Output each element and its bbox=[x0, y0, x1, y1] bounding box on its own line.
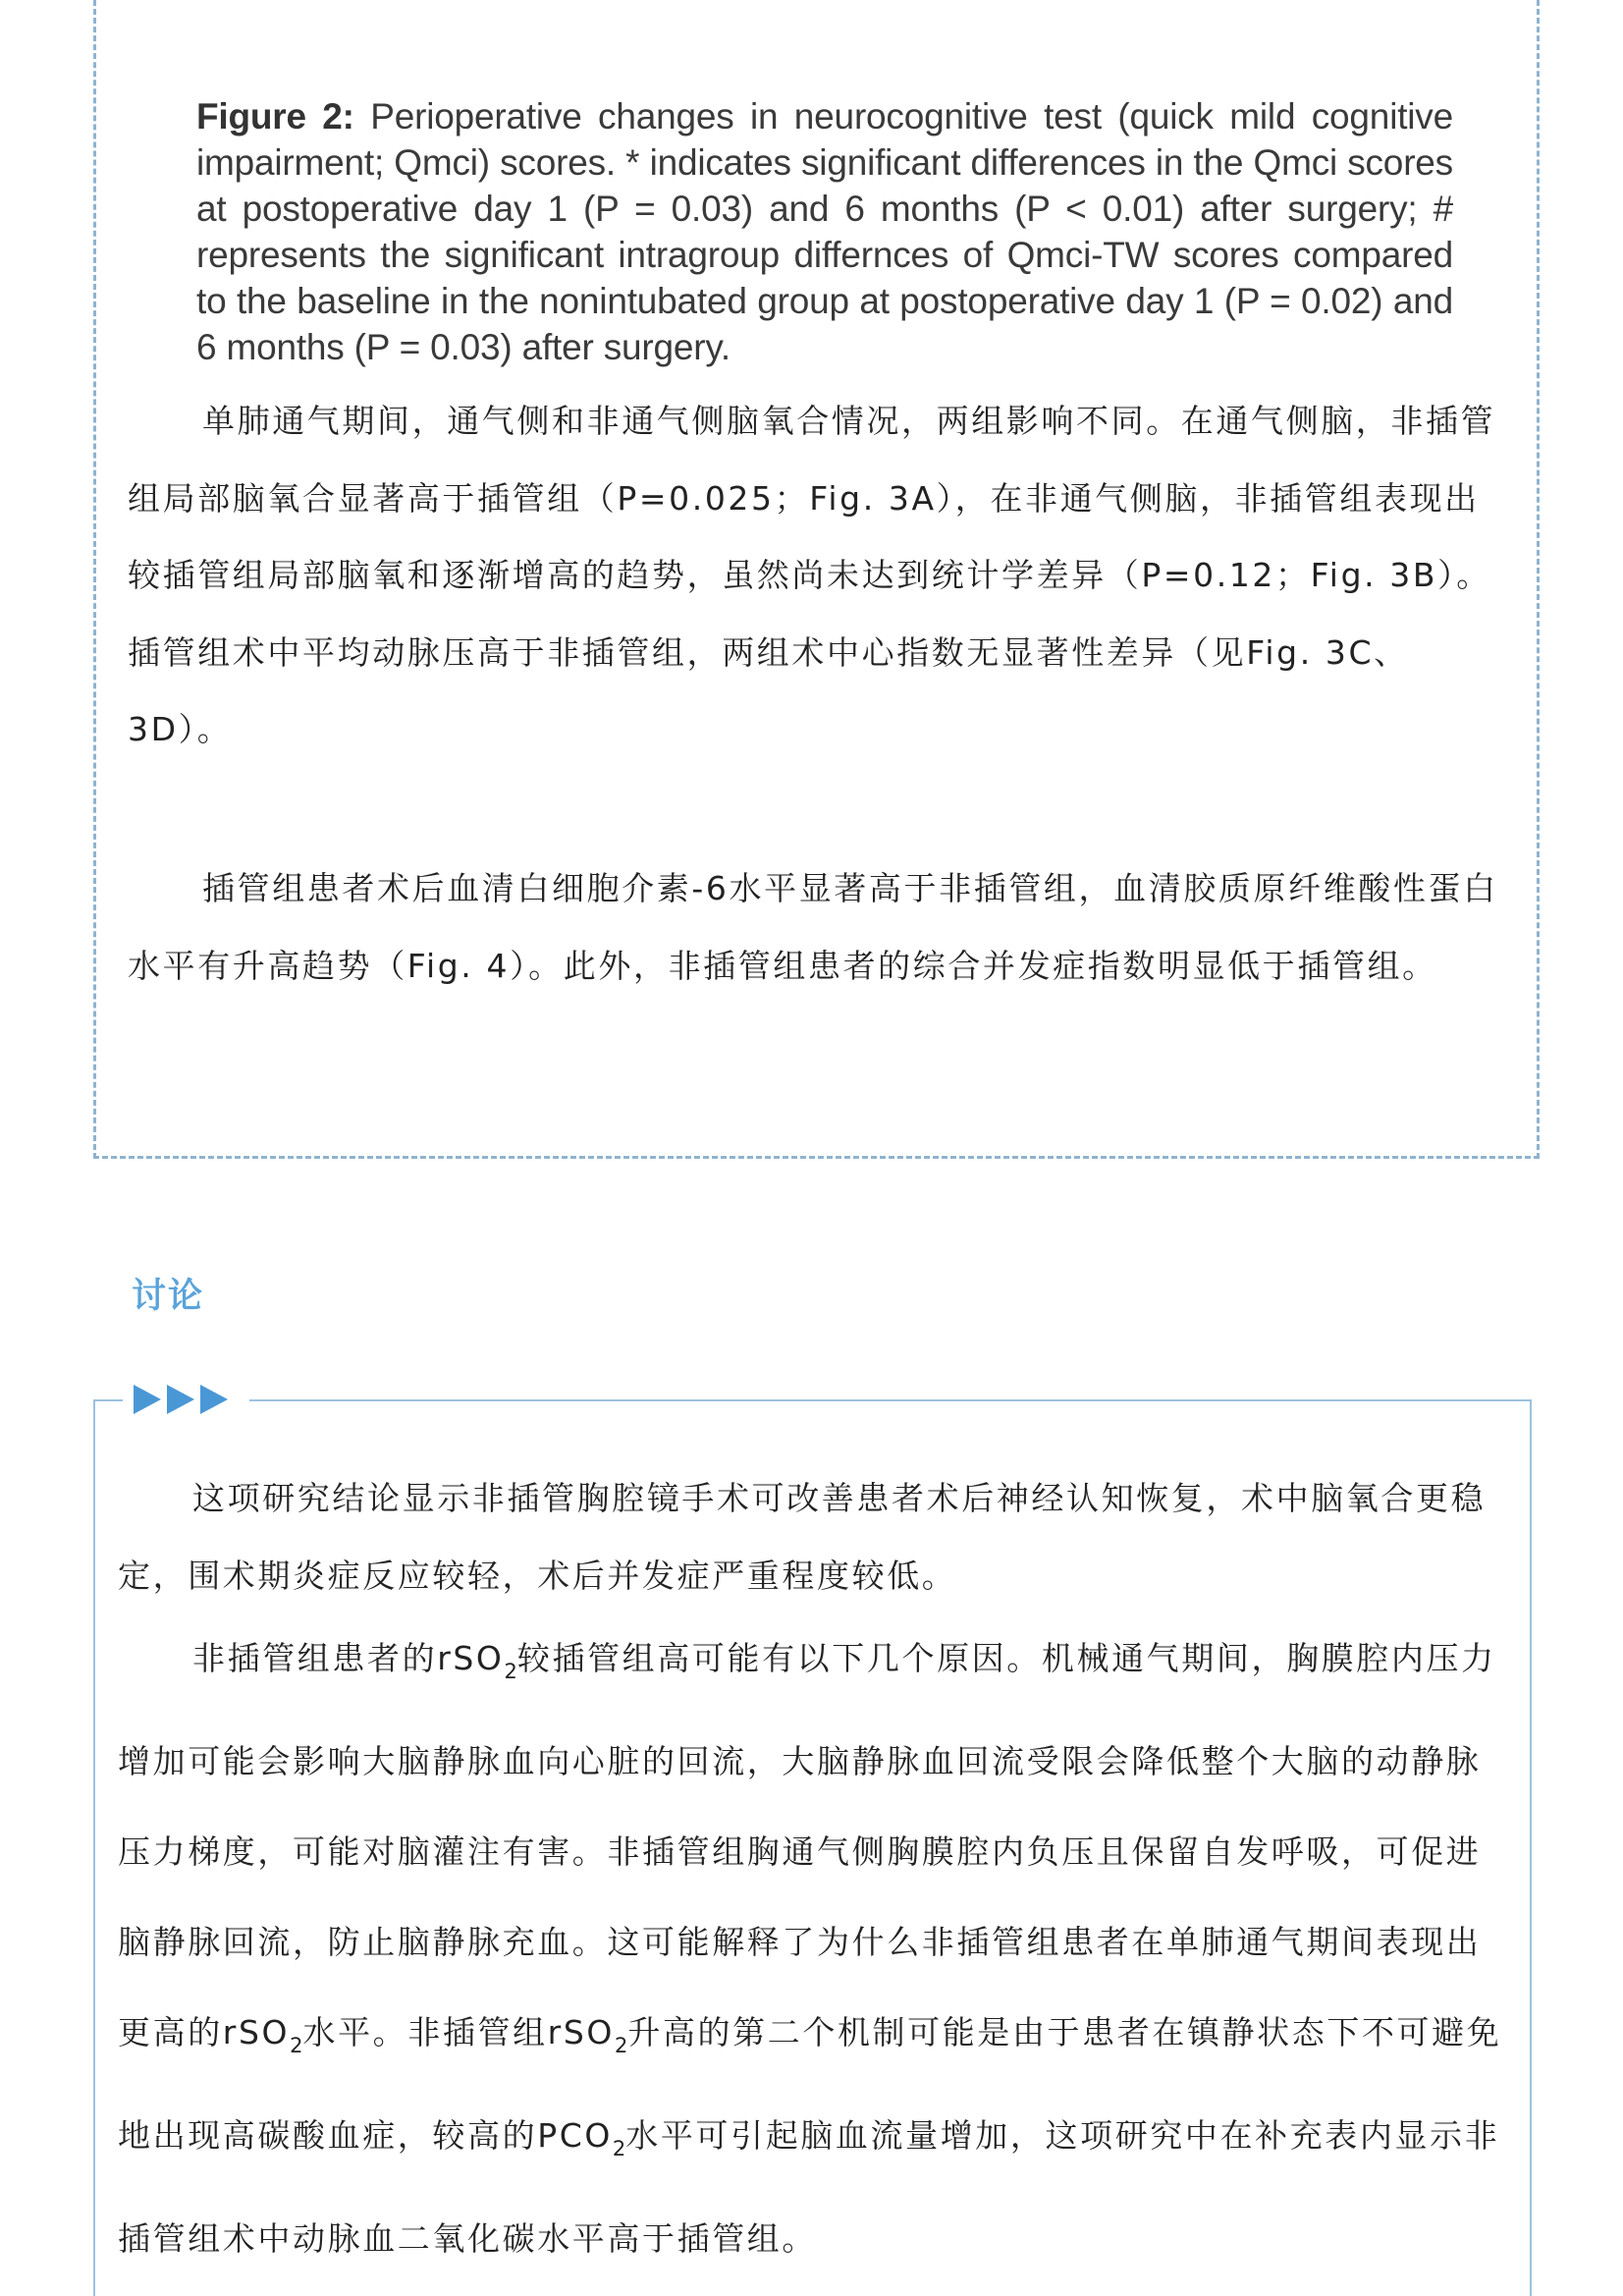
section-heading-discussion: 讨论 bbox=[132, 1277, 205, 1316]
frame-left-border bbox=[93, 1399, 95, 2296]
discussion-text: 水平可引起脑血流量增加，这项研究中在补充表内显示非插管组术中动脉血二氧化碳水平高于插管组。 bbox=[118, 2116, 1500, 2258]
results-paragraph-1: 单肺通气期间，通气侧和非通气侧脑氧合情况，两组影响不同。在通气侧脑，非插管组局部脑氧合显著高于插管组（P=0.025；Fig. 3A），在非通气侧脑，非插管组表现出较插管组局部脑氧和逐渐增高的趋势，虽然尚未达到统计学差异（P=0.12；Fig. 3B）。插管组术中平均动脉压高于非插管组，两组术中心指数无显著性差异（见Fig. 3C、3D）。 bbox=[128, 402, 1496, 748]
play-arrow-icon bbox=[134, 1385, 161, 1414]
figure-caption-text: Perioperative changes in neurocognitive test (quick mild cognitive impairment; Qmci) scores. * indicates significant differences in the Qmci scores at postoperative day 1 (P = 0.03) and 6 months (P < 0.01) after surgery; # represents the significant intragroup differnces of Qmci-TW scores compared to the baseline in the nonintubated group at postoperative day 1 (P = 0.02) and 6 months (P = 0.03) after surgery. bbox=[196, 96, 1453, 367]
figure-caption bbox=[196, 93, 1453, 370]
results-paragraph-2: 插管组患者术后血清白细胞介素-6水平显著高于非插管组，血清胶质原纤维酸性蛋白水平有升高趋势（Fig. 4）。此外，非插管组患者的综合并发症指数明显低于插管组。 bbox=[128, 869, 1498, 985]
discussion-text: 较插管组高可能有以下几个原因。机械通气期间，胸膜腔内压力增加可能会影响大脑静脉血向心脏的回流，大脑静脉血回流受限会降低整个大脑的动静脉压力梯度，可能对脑灌注有害。非插管组胸通气侧胸膜腔内负压且保留自发呼吸，可促进脑静脉回流，防止脑静脉充血。这可能解释了为什么非插管组患者在单肺通气期间表现出更高的rSO bbox=[118, 1639, 1496, 2051]
discussion-text: 水平。非插管组rSO bbox=[302, 2013, 615, 2051]
frame-top-border bbox=[249, 1399, 1532, 1401]
figure-label: Figure 2: bbox=[196, 96, 354, 137]
discussion-text: 升高的第二个机制可能是由于患者在镇静状态下不可避免地出现高碳酸血症，较高的PCO bbox=[118, 2013, 1502, 2155]
play-arrow-icon bbox=[200, 1385, 228, 1414]
frame-right-border bbox=[1530, 1399, 1532, 2296]
triple-play-arrow-icon bbox=[134, 1385, 228, 1414]
subscript: 2 bbox=[614, 2034, 628, 2057]
frame-top-left-segment bbox=[93, 1399, 123, 1401]
subscript: 2 bbox=[290, 2034, 303, 2057]
discussion-text: 非插管组患者的rSO bbox=[192, 1639, 505, 1677]
play-arrow-icon bbox=[167, 1385, 194, 1414]
subscript: 2 bbox=[612, 2137, 626, 2160]
subscript: 2 bbox=[504, 1660, 517, 1683]
discussion-paragraph-1: 这项研究结论显示非插管胸腔镜手术可改善患者术后神经认知恢复，术中脑氧合更稳定，围术期炎症反应较轻，术后并发症严重程度较低。 bbox=[118, 1479, 1487, 1595]
discussion-paragraph-2 bbox=[118, 1613, 1512, 2284]
